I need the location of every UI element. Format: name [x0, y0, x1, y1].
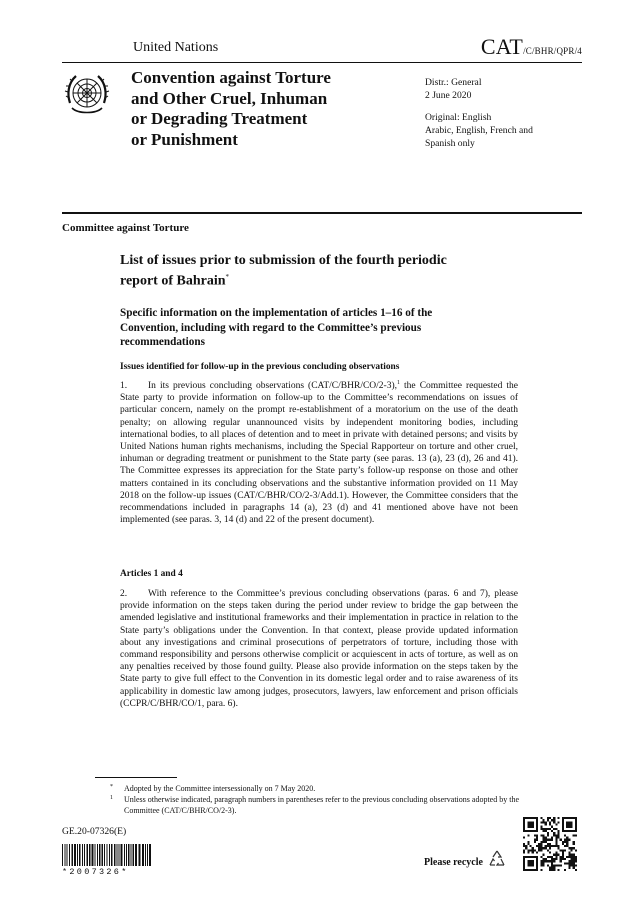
subtitle-line: Convention, including with regard to the Committee’s previous — [120, 321, 422, 334]
qr-code — [523, 817, 577, 871]
symbol-suffix: /C/BHR/QPR/4 — [523, 46, 582, 56]
subtitle-line: Specific information on the implementation of articles 1–16 of the — [120, 307, 433, 319]
footnote-text: Unless otherwise indicated, paragraph numbers in parentheses refer to the previous concluding observations adopted by the Committee (CAT/C/BHR/CO/2-3). — [124, 795, 519, 815]
header-rule — [62, 62, 582, 63]
issue-date: 2 June 2020 — [425, 90, 472, 101]
paragraph-number: 1. — [120, 381, 128, 391]
un-emblem-icon — [64, 70, 110, 116]
subtitle — [120, 306, 520, 350]
recycle-icon — [486, 848, 508, 870]
footnote-mark: * — [110, 784, 113, 790]
languages-line: Arabic, English, French and — [425, 125, 533, 136]
recycle-label: Please recycle — [424, 857, 483, 868]
footnotes — [110, 783, 520, 816]
subtitle-line: recommendations — [120, 336, 205, 349]
footnote-rule — [95, 777, 177, 778]
symbol-main: CAT — [480, 34, 524, 59]
title-line: or Punishment — [131, 129, 238, 149]
distribution-block — [425, 76, 595, 150]
paragraph-text: In its previous concluding observations (CAT/C/BHR/CO/2-3), — [148, 381, 397, 391]
original-language: Original: English — [425, 112, 492, 123]
paragraph-number: 2. — [120, 589, 128, 599]
footnote-mark: 1 — [110, 795, 113, 801]
convention-title — [131, 68, 381, 150]
doc-title-line: List of issues prior to submission of the fourth periodic — [120, 253, 447, 268]
paragraph-text: With reference to the Committee’s previous concluding observations (paras. 6 and 7), please provide information on the steps taken during the period under review to bridge the gap between the amended legislative and institutional frameworks and their implementation in practice in relation to the State party’s obligations under the Convention. In that context, please provide updated information about any investigations and criminal prosecutions of perpetrators of torture, including those with command responsibility and persons otherwise complicit or acquiescent in acts of torture, as well as on any penalties received by those found guilty. Please also provide information on the steps taken by the State party to give full effect to the Convention in its domestic legal order and to raise awareness of its applicability in domestic law among judges, prosecutors, lawyers, law enforcement and prison officials (CCPR/C/BHR/CO/1, para. 6). — [120, 589, 518, 709]
title-line: Convention against Torture — [131, 68, 331, 87]
section-rule — [62, 212, 582, 214]
footnote — [110, 783, 520, 794]
paragraph-text: the Committee requested the State party to provide information on follow-up to the Committee’s recommendations on issues of particular concern, namely on the prompt re-establishment of a moratorium on the use of the death penalty; on allowing regular unannounced visits by independent monitoring bodies, including international bodies, to all places of detention and to meet in private with detained persons; and visits by United Nations human rights mechanisms, including the Special Rapporteur on torture and other cruel, inhuman or degrading treatment or punishment to the State party (see paras. 13 (a), 23 (d), 26 and 41). The Committee expresses its appreciation for the State party’s follow-up response on those and other matters contained in its concluding observations and the substantive information provided on 11 May 2018 on the follow-up issues (CAT/C/BHR/CO/2-3/Add.1). However, the Committee considers that the recommendations included in paragraphs 14 (a), 23 (d) and 41 mentioned above have not been implemented (see paras. 3, 14 (d) and 22 of the present document). — [120, 381, 519, 526]
footnote — [110, 794, 520, 816]
document-symbol — [481, 34, 582, 60]
title-footnote-mark: * — [225, 273, 230, 281]
section-heading-articles: Articles 1 and 4 — [120, 569, 183, 579]
languages-line: Spanish only — [425, 138, 475, 149]
title-line: and Other Cruel, Inhuman — [131, 88, 328, 108]
document-title — [120, 252, 520, 290]
title-line: or Degrading Treatment — [131, 109, 308, 128]
document-number: GE.20-07326(E) — [62, 826, 127, 837]
barcode — [62, 844, 152, 866]
barcode-number: *2007326* — [62, 867, 129, 877]
committee-name: Committee against Torture — [62, 222, 189, 234]
doc-title-line: report of Bahrain* — [120, 273, 230, 289]
footnote-ref: 1 — [397, 379, 400, 386]
paragraph-2 — [120, 588, 518, 710]
distr-label: Distr.: General — [425, 77, 482, 88]
section-heading-followup: Issues identified for follow-up in the previous concluding observations — [120, 362, 400, 372]
paragraph-1 — [120, 380, 518, 526]
org-name: United Nations — [133, 40, 219, 55]
footnote-text: Adopted by the Committee intersessionally on 7 May 2020. — [124, 784, 316, 793]
